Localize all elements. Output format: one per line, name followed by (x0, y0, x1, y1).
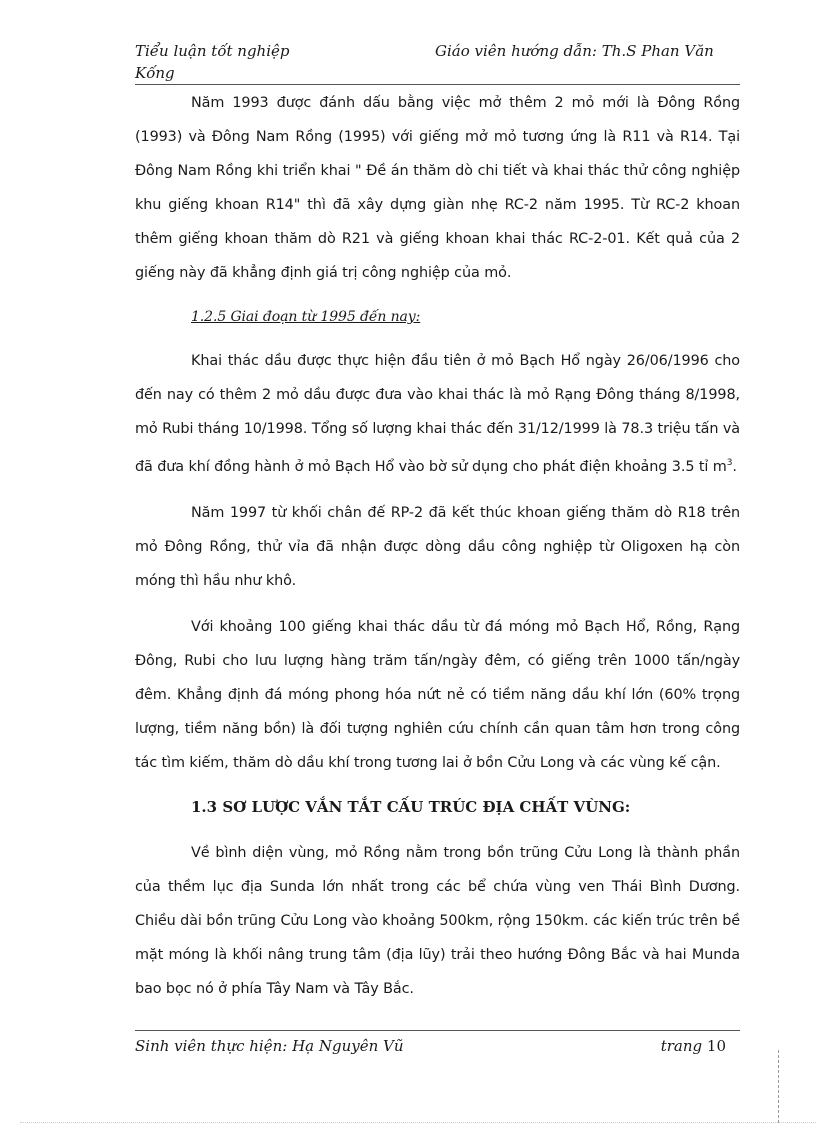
paragraph-2-text: Khai thác dầu được thực hiện đầu tiên ở mỏ Bạch Hổ ngày 26/06/1996 cho đến nay có thêm 2 mỏ dầu được đưa vào khai thác là mỏ Rạng Đông tháng 8/1998, mỏ Rubi tháng 10/1998. Tổng số lượng khai thác đến 31/12/1999 là 78.3 triệu tấn và đã đưa khí đồng hành ở mỏ Bạch Hổ vào bờ sử dụng cho phát điện khoảng 3.5 tỉ m (135, 353, 740, 475)
superscript-3: 3 (726, 458, 733, 468)
page-header (135, 40, 740, 85)
document-body (135, 86, 740, 1006)
page-number (661, 1037, 726, 1055)
spacer (135, 598, 740, 610)
sub-heading-wrapper (135, 300, 740, 334)
header-advisor: Giáo viên hướng dẫn: Th.S Phan Văn (435, 42, 714, 60)
paragraph-5: Về bình diện vùng, mỏ Rồng nằm trong bồn trũng Cửu Long là thành phần của thềm lục địa Sunda lớn nhất trong các bể chứa vùng ven Thái Bình Dương. Chiều dài bồn trũng Cửu Long vào khoảng 500km, rộng 150km. các kiến trúc trên bề mặt móng là khối nâng trung tâm (địa lũy) trải theo hướng Đông Bắc và hai Munda bao bọc nó ở phía Tây Nam và Tây Bắc. (135, 844, 740, 997)
page-label: trang (660, 1037, 703, 1055)
section-heading: 1.3 SƠ LƯỢC VẮN TẮT CẤU TRÚC ĐỊA CHẤT VÙNG: (191, 797, 631, 816)
page-border-mark (778, 1050, 780, 1123)
paragraph-2-end: . (732, 458, 737, 475)
sub-heading: 1.2.5 Giai đoạn từ 1995 đến nay: (191, 309, 421, 325)
paragraph-1: Năm 1993 được đánh dấu bằng việc mở thêm 2 mỏ mới là Đông Rồng (1993) và Đông Nam Rồng (1995) với giếng mở mỏ tương ứng là R11 và R14. Tại Đông Nam Rồng khi triển khai " Đề án thăm dò chi tiết và khai thác thử công nghiệp khu giếng khoan R14" thì đã xây dựng giàn nhẹ RC-2 năm 1995. Từ RC-2 khoan thêm giếng khoan thăm dò R21 và giếng khoan khai thác RC-2-01. Kết quả của 2 giếng này đã khẳng định giá trị công nghiệp của mỏ. (135, 95, 740, 281)
paragraph-3: Năm 1997 từ khối chân đế RP-2 đã kết thúc khoan giếng thăm dò R18 trên mỏ Đông Rồng, thử vỉa đã nhận được dòng dầu công nghiệp từ Oligoxen hạ còn móng thì hầu như khô. (135, 504, 740, 589)
header-left-title: Tiểu luận tốt nghiệp Kống (135, 42, 290, 82)
paragraph-4: Với khoảng 100 giếng khai thác dầu từ đá móng mỏ Bạch Hổ, Rồng, Rạng Đông, Rubi cho lưu lượng hàng trăm tấn/ngày đêm, có giếng trên 1000 tấn/ngày đêm. Khẳng định đá móng phong hóa nứt nẻ có tiềm năng dầu khí lớn (60% trọng lượng, tiềm năng bồn) là đối tượng nghiên cứu chính cần quan tâm hơn trong công tác tìm kiếm, thăm dò dầu khí trong tương lai ở bồn Cửu Long và các vùng kế cận. (135, 618, 740, 771)
paragraph-2 (135, 344, 740, 484)
page-number-value: 10 (706, 1037, 726, 1055)
page-footer (135, 1030, 740, 1063)
footer-student: Sinh viên thực hiện: Hạ Nguyên Vũ (135, 1037, 404, 1055)
spacer (135, 484, 740, 496)
